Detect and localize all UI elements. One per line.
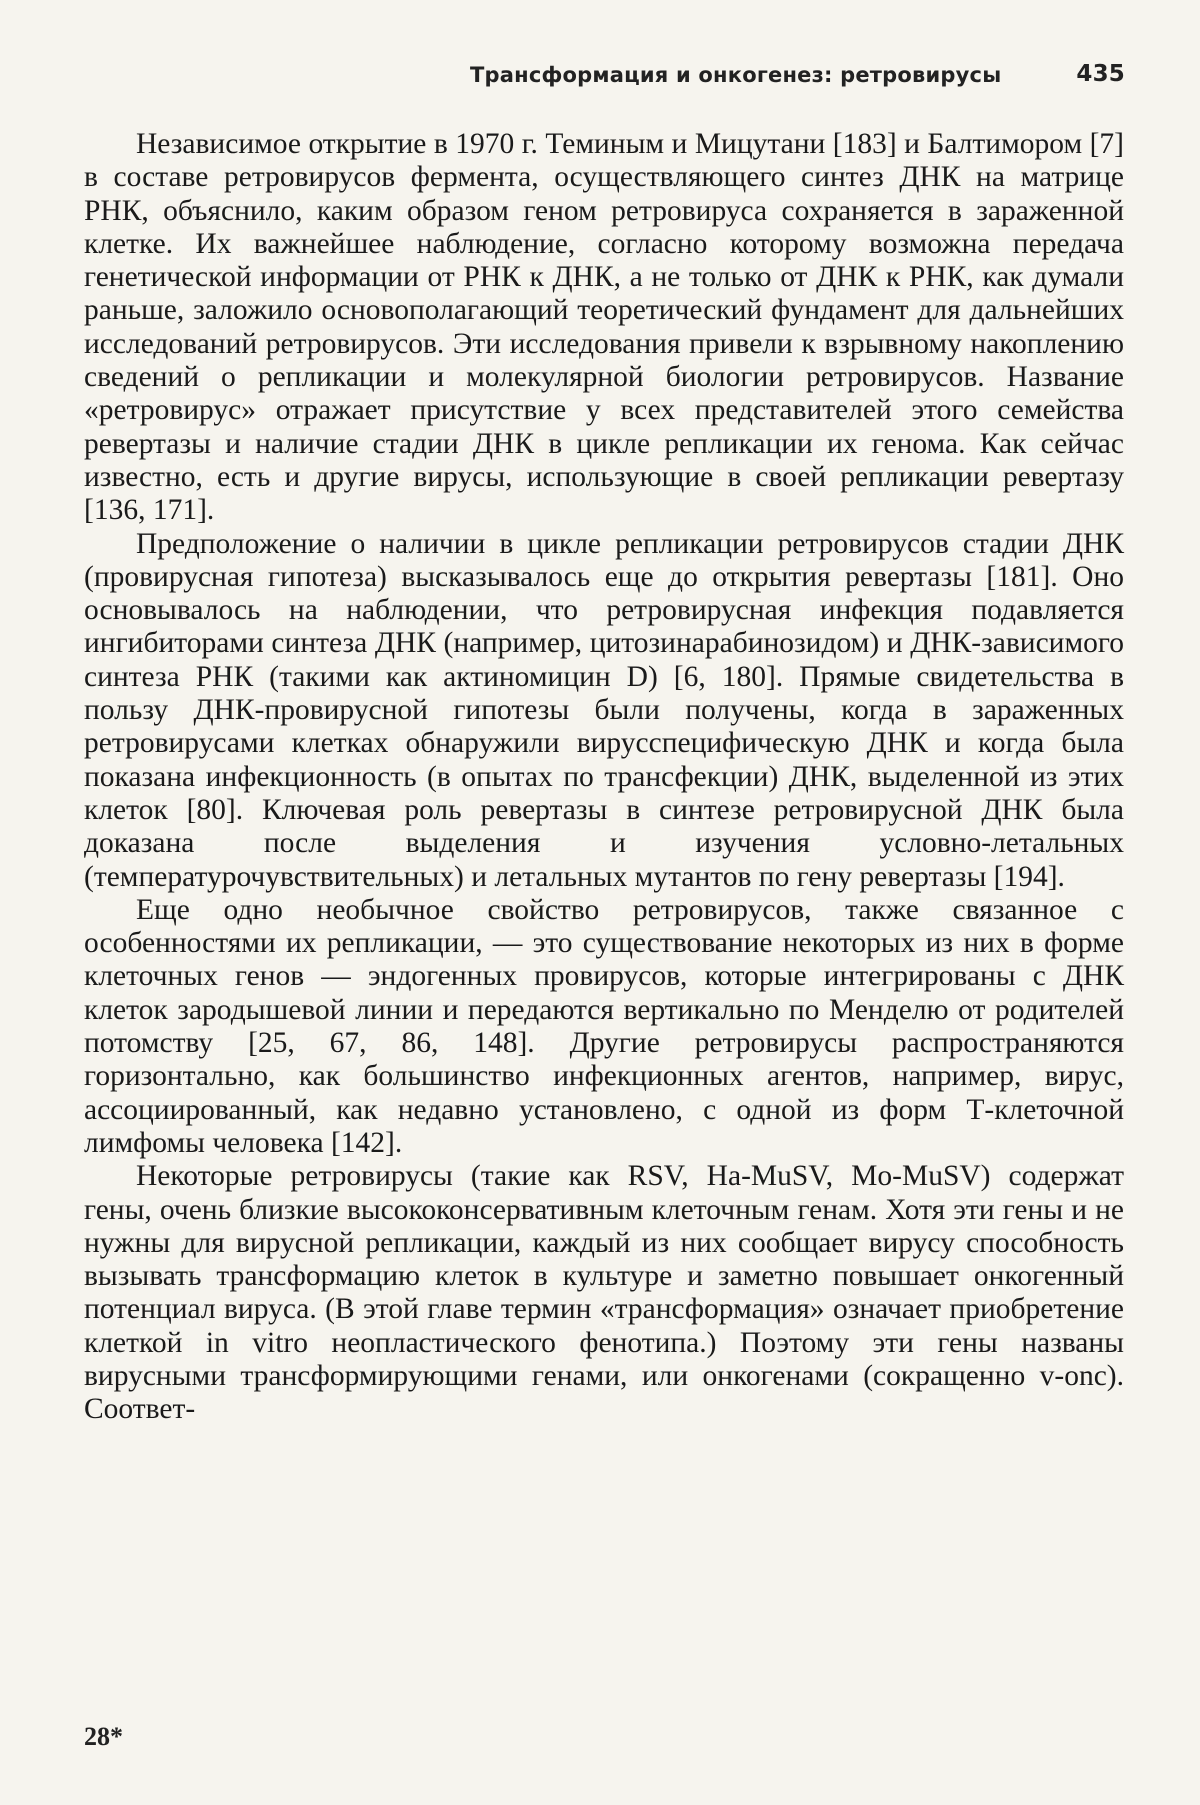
signature-mark: 28* (84, 1722, 123, 1751)
paragraph: Еще одно необычное свойство ретровирусов, также связанное с особенностями их репликации, — это существование некоторых из них в форме клеточных генов — эндогенных провирусов, которые интегрированы с ДНК клеток зародышевой линии и передаются вертикально по Менделю от родителей потомству [25, 67, 86, 148]. Другие ретровирусы распространяются горизонтально, как большинство инфекционных агентов, например, вирус, ассоциированный, как недавно установлено, с одной из форм Т-клеточной лимфомы человека [142]. (84, 893, 1124, 1159)
page-number: 435 (1076, 61, 1125, 87)
body-text (84, 128, 1124, 1427)
running-title: Трансформация и онкогенез: ретровирусы (470, 63, 1002, 87)
paragraph: Некоторые ретровирусы (такие как RSV, Ha-MuSV, Mo-MuSV) содержат гены, очень близкие высококонсервативным клеточным генам. Хотя эти гены и не нужны для вирусной репликации, каждый из них сообщает вирусу способность вызывать трансформацию клеток в культуре и заметно повышает онкогенный потенциал вируса. (В этой главе термин «трансформация» означает приобретение клеткой in vitro неопластического фенотипа.) Поэтому эти гены названы вирусными трансформирующими генами, или онкогенами (сокращенно v-onc). Соответ- (84, 1160, 1124, 1426)
paragraph: Независимое открытие в 1970 г. Теминым и Мицутани [183] и Балтимором [7] в составе ретровирусов фермента, осуществляющего синтез ДНК на матрице РНК, объяснило, каким образом геном ретровируса сохраняется в зараженной клетке. Их важнейшее наблюдение, согласно которому возможна передача генетической информации от РНК к ДНК, а не только от ДНК к РНК, как думали раньше, заложило основополагающий теоретический фундамент для дальнейших исследований ретровирусов. Эти исследования привели к взрывному накоплению сведений о репликации и молекулярной биологии ретровирусов. Название «ретровирус» отражает присутствие у всех представителей этого семейства ревертазы и наличие стадии ДНК в цикле репликации их генома. Как сейчас известно, есть и другие вирусы, использующие в своей репликации ревертазу [136, 171]. (84, 128, 1124, 527)
paragraph: Предположение о наличии в цикле репликации ретровирусов стадии ДНК (провирусная гипотеза) высказывалось еще до открытия ревертазы [181]. Оно основывалось на наблюдении, что ретровирусная инфекция подавляется ингибиторами синтеза ДНК (например, цитозинарабинозидом) и ДНК-зависимого синтеза РНК (такими как актиномицин D) [6, 180]. Прямые свидетельства в пользу ДНК-провирусной гипотезы были получены, когда в зараженных ретровирусами клетках обнаружили вирусспецифическую ДНК и когда была показана инфекционность (в опытах по трансфекции) ДНК, выделенной из этих клеток [80]. Ключевая роль ревертазы в синтезе ретровирусной ДНК была доказана после выделения и изучения условно-летальных (температурочувствительных) и летальных мутантов по гену ревертазы [194]. (84, 527, 1124, 893)
running-header (470, 55, 1125, 95)
